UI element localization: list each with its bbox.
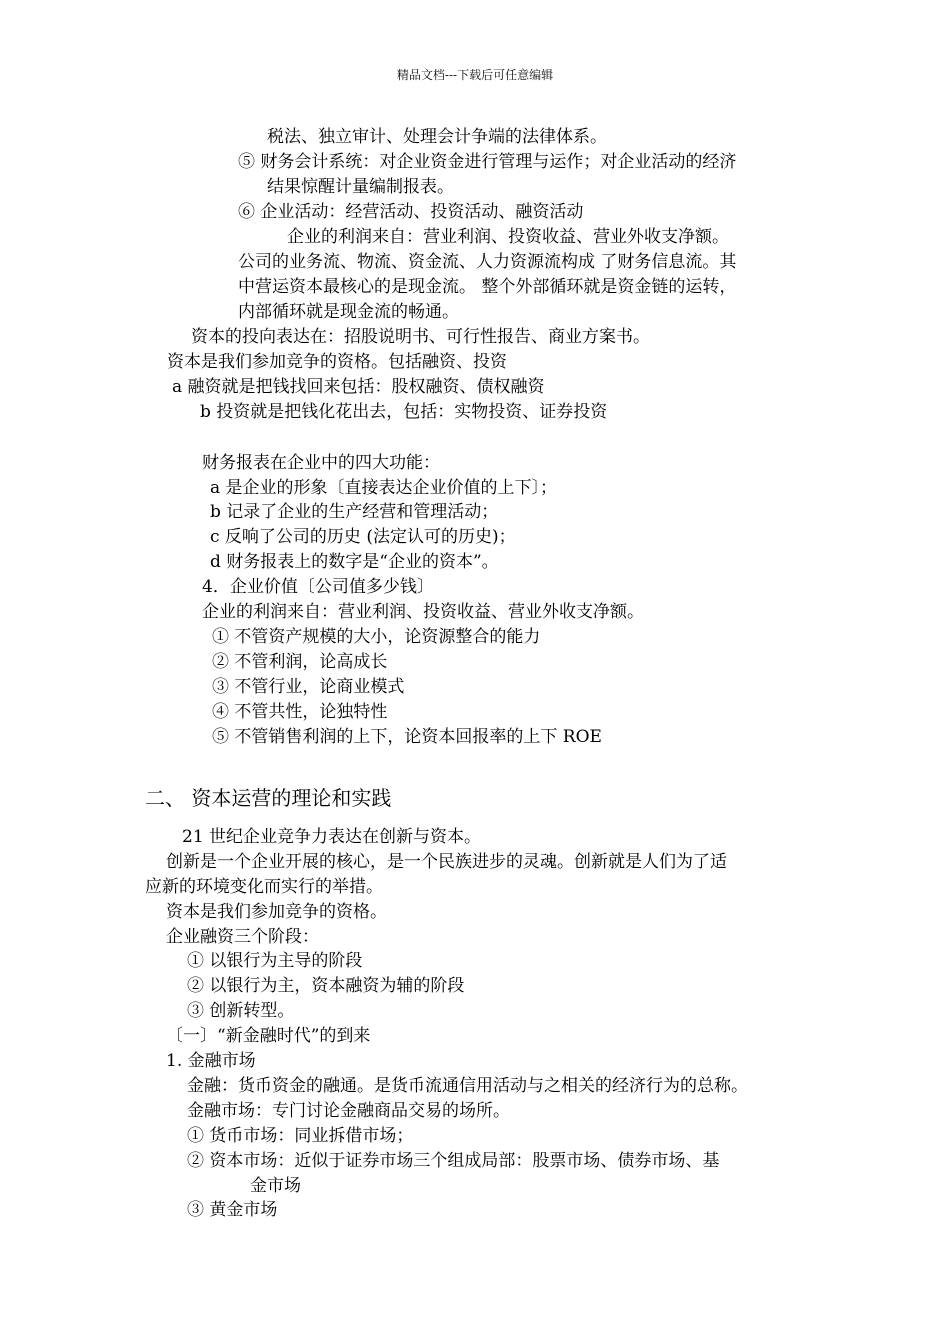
text-line: ① 货币市场：同业拆借市场； xyxy=(187,1126,414,1146)
text-line: 结果惊醒计量编制报表。 xyxy=(267,177,454,197)
section-heading: 二、 资本运营的理论和实践 xyxy=(145,786,392,810)
text-line: ⑤ 财务会计系统：对企业资金进行管理与运作；对企业活动的经济 xyxy=(238,152,737,172)
text-line: ④ 不管共性，论独特性 xyxy=(212,702,388,722)
text-line: d 财务报表上的数字是“企业的资本”。 xyxy=(210,552,499,572)
text-line: 金市场 xyxy=(250,1176,301,1196)
text-line: ② 不管利润，论高成长 xyxy=(212,652,388,672)
text-line: a 融资就是把钱找回来包括：股权融资、债权融资 xyxy=(172,377,545,397)
text-line: 企业融资三个阶段： xyxy=(166,927,319,947)
text-line: 金融市场：专门讨论金融商品交易的场所。 xyxy=(187,1101,510,1121)
subsection-heading: 〔一〕“新金融时代”的到来 xyxy=(166,1026,371,1046)
text-line: 财务报表在企业中的四大功能： xyxy=(202,453,440,473)
text-line: 应新的环境变化而实行的举措。 xyxy=(145,877,383,897)
text-line: a 是企业的形象〔直接表达企业价值的上下〕； xyxy=(210,478,558,498)
text-line: 资本的投向表达在：招股说明书、可行性报告、商业方案书。 xyxy=(191,327,650,347)
text-line: 1. 金融市场 xyxy=(166,1051,256,1071)
text-line: 企业的利润来自：营业利润、投资收益、营业外收支净额。 xyxy=(202,602,644,622)
text-line: 资本是我们参加竞争的资格。 xyxy=(166,902,387,922)
text-line: ① 以银行为主导的阶段 xyxy=(187,951,363,971)
text-line: 创新是一个企业开展的核心，是一个民族进步的灵魂。创新就是人们为了适 xyxy=(166,852,727,872)
text-line: ① 不管资产规模的大小，论资源整合的能力 xyxy=(212,627,541,647)
text-line: ⑥ 企业活动：经营活动、投资活动、融资活动 xyxy=(238,202,584,222)
text-line: 4．企业价值〔公司值多少钱〕 xyxy=(202,577,434,597)
text-line: 内部循环就是现金流的畅通。 xyxy=(238,302,459,322)
text-line: ③ 不管行业，论商业模式 xyxy=(212,677,405,697)
text-line: ② 资本市场：近似于证券市场三个组成局部：股票市场、债券市场、基 xyxy=(187,1151,720,1171)
text-line: ② 以银行为主，资本融资为辅的阶段 xyxy=(187,976,465,996)
text-line: ③ 创新转型。 xyxy=(187,1001,295,1021)
text-line: 公司的业务流、物流、资金流、人力资源流构成 了财务信息流。其 xyxy=(238,252,737,272)
text-line: 中营运资本最核心的是现金流。 整个外部循环就是资金链的运转， xyxy=(238,277,737,297)
text-line: 21 世纪企业竞争力表达在创新与资本。 xyxy=(182,827,482,847)
text-line: c 反响了公司的历史 (法定认可的历史)； xyxy=(210,527,516,547)
text-line: b 投资就是把钱化花出去，包括：实物投资、证券投资 xyxy=(200,402,608,422)
text-line: 金融：货币资金的融通。是货币流通信用活动与之相关的经济行为的总称。 xyxy=(187,1076,748,1096)
text-line: 税法、独立审计、处理会计争端的法律体系。 xyxy=(267,127,607,147)
text-line: b 记录了企业的生产经营和管理活动； xyxy=(210,502,499,522)
text-line: 资本是我们参加竞争的资格。包括融资、投资 xyxy=(167,352,507,372)
page-header: 精品文档---下载后可任意编辑 xyxy=(396,68,554,82)
text-line: 企业的利润来自：营业利润、投资收益、营业外收支净额。 xyxy=(287,227,729,247)
text-line: ⑤ 不管销售利润的上下，论资本回报率的上下 ROE xyxy=(212,727,602,747)
text-line: ③ 黄金市场 xyxy=(187,1200,278,1220)
